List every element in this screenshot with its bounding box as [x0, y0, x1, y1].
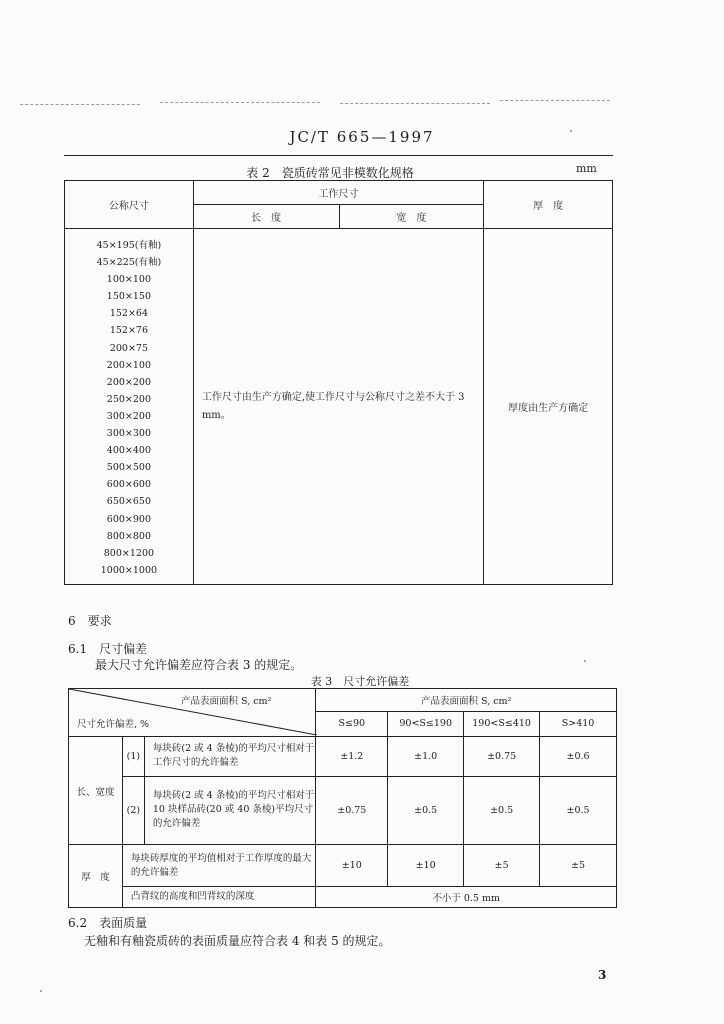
- size-item: 300×300: [106, 428, 152, 440]
- table3-cell: ±0.5: [540, 776, 617, 845]
- table3-lw-label: 长、宽度: [69, 736, 123, 844]
- size-item: 500×500: [106, 462, 152, 474]
- table3-row2-desc: 每块砖(2 或 4 条棱)的平均尺寸相对于 10 块样品砖(20 或 40 条棱)平均尺寸的允许偏差: [144, 776, 316, 845]
- table3-diagonal-header: [69, 689, 316, 737]
- table2-header-thickness: 厚 度: [484, 181, 613, 229]
- table3-cell: ±0.75: [316, 776, 388, 845]
- size-item: 45×195(有釉): [96, 240, 162, 251]
- size-item: 150×150: [106, 291, 152, 303]
- size-item: 200×75: [109, 342, 148, 354]
- section-6-heading: 6 要求: [68, 614, 112, 628]
- table2-header-nominal: 公称尺寸: [65, 181, 194, 229]
- scan-noise-line: [20, 104, 140, 105]
- section-6-2-heading: 6.2 表面质量: [68, 916, 148, 930]
- table3: [68, 688, 617, 908]
- table2-unit: mm: [576, 162, 597, 175]
- size-item: 152×64: [109, 308, 148, 320]
- table3-row1-index: (1): [122, 736, 144, 776]
- scan-noise-line: [160, 102, 320, 103]
- header-rule: [64, 155, 613, 156]
- table3-cell: ±5: [540, 845, 617, 887]
- page-number: 3: [598, 968, 607, 982]
- table3-cell: ±0.5: [464, 776, 540, 845]
- table3-cell: ±0.6: [540, 736, 617, 776]
- size-item: 152×76: [109, 325, 148, 337]
- size-item: 800×800: [106, 530, 152, 542]
- table3-cell: ±10: [388, 845, 464, 887]
- table3-area-header: 产品表面面积 S, cm²: [316, 689, 617, 712]
- size-item: 100×100: [106, 274, 152, 286]
- section-6-1-heading: 6.1 尺寸偏差: [68, 642, 148, 656]
- table3-range: 190<S≤410: [464, 711, 540, 736]
- size-item: 200×200: [106, 376, 152, 388]
- size-item: 200×100: [106, 359, 152, 371]
- scan-noise-line: [500, 100, 610, 101]
- table3-cell: ±1.2: [316, 736, 388, 776]
- size-item: 800×1200: [103, 547, 155, 559]
- section-6-2-body: 无釉和有釉瓷质砖的表面质量应符合表 4 和表 5 的规定。: [84, 934, 391, 948]
- table2: [64, 180, 613, 585]
- diag-area-label: 产品表面面积 S, cm²: [181, 696, 272, 707]
- table2-size-list: [65, 229, 194, 585]
- table3-thickness-label: 厚 度: [69, 845, 123, 908]
- table3-cell: ±1.0: [388, 736, 464, 776]
- table2-header-width: 宽 度: [339, 205, 484, 229]
- table3-cell: ±0.5: [388, 776, 464, 845]
- table3-cell: ±0.75: [464, 736, 540, 776]
- size-item: 400×400: [106, 445, 152, 457]
- scan-noise-dot: [40, 990, 42, 992]
- standard-code: JC/T 665—1997: [289, 128, 435, 146]
- size-item: 600×600: [106, 479, 152, 491]
- size-item: 650×650: [106, 496, 152, 508]
- table3-range: 90<S≤190: [388, 711, 464, 736]
- size-item: 600×900: [106, 513, 152, 525]
- size-item: 300×200: [106, 410, 152, 422]
- size-item: 45×225(有釉): [96, 257, 162, 269]
- size-item: 250×200: [106, 393, 152, 405]
- table3-caption: 表 3 尺寸允许偏差: [310, 675, 410, 688]
- table2-work-note: 工作尺寸由生产方确定,使工作尺寸与公称尺寸之差不大于 3 mm。: [193, 229, 483, 585]
- table2-caption: 表 2 瓷质砖常见非模数化规格: [246, 166, 414, 180]
- diag-tolerance-label: 尺寸允许偏差, %: [77, 718, 150, 730]
- table3-row3-desc: 每块砖厚度的平均值相对于工作厚度的最大的允许偏差: [122, 845, 315, 887]
- table3-cell: ±10: [316, 845, 388, 887]
- table3-row4-value: 不小于 0.5 mm: [316, 887, 617, 908]
- table3-row4-desc: 凸背纹的高度和凹背纹的深度: [122, 887, 315, 908]
- scan-noise-line: [340, 103, 490, 104]
- table3-range: S>410: [540, 711, 617, 736]
- table3-row1-desc: 每块砖(2 或 4 条棱)的平均尺寸相对于工作尺寸的允许偏差: [144, 736, 316, 776]
- table2-header-length: 长 度: [193, 205, 339, 229]
- table3-range: S≤90: [316, 711, 388, 736]
- table2-header-work: 工作尺寸: [193, 181, 483, 205]
- table3-cell: ±5: [464, 845, 540, 887]
- scan-noise-dot: [584, 660, 586, 662]
- section-6-1-body: 最大尺寸允许偏差应符合表 3 的规定。: [95, 658, 303, 672]
- table3-row2-index: (2): [122, 776, 144, 845]
- size-item: 1000×1000: [100, 564, 158, 576]
- table2-thickness-note: 厚度由生产方确定: [484, 229, 613, 585]
